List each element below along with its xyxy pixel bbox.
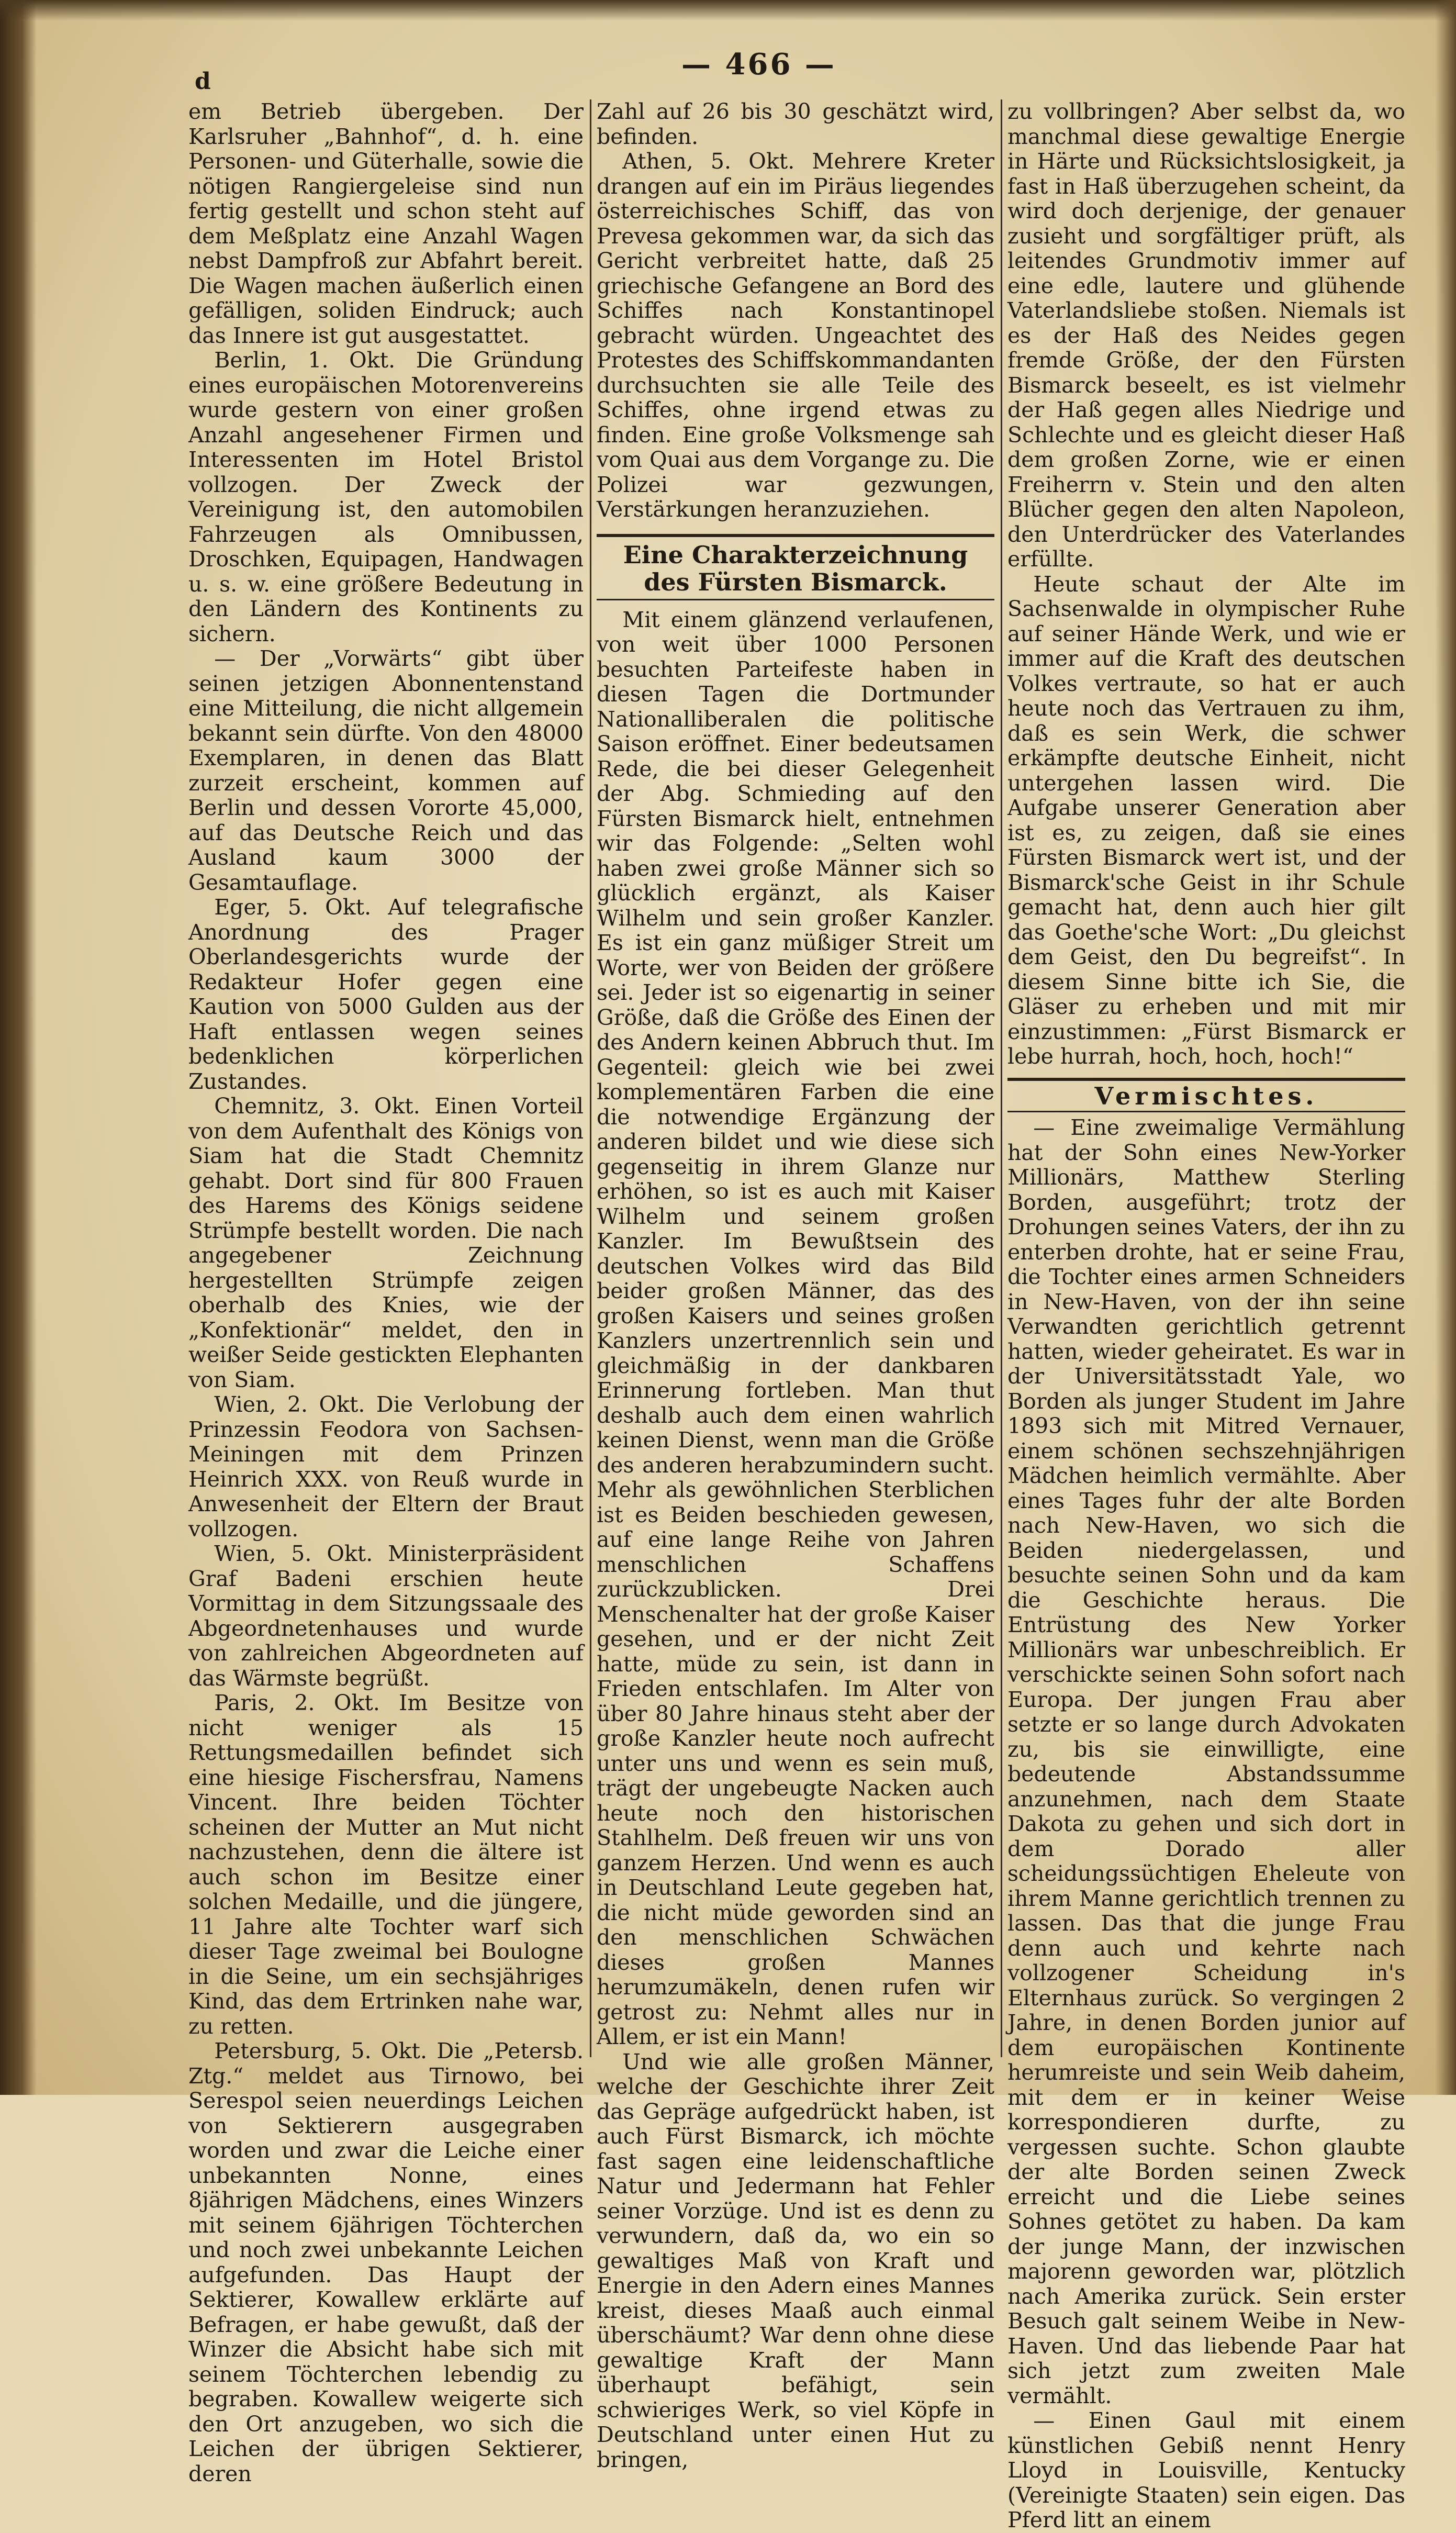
article-paragraph: Mit einem glänzend verlaufenen, von weit über 1000 Personen besuchten Parteifeste haben in diesen Tagen die Dortmunder Nationalliberalen die politische Saison eröffnet. Einer bedeutsamen Rede, die bei dieser Gelegenheit der Abg. Schmieding auf den Fürsten Bismarck hielt, entnehmen wir das Folgende: „Selten wohl haben zwei große Männer sich so glücklich ergänzt, als Kaiser Wilhelm und sein großer Kanzler. Es ist ein ganz müßiger Streit um Worte, wer von Beiden der größere sei. Jeder ist so eigenartig in seiner Größe, daß die Größe des Einen der des Andern keinen Abbruch thut. Im Gegenteil: gleich wie bei zwei komplementären Farben die eine die notwendige Ergänzung der anderen bildet und wie diese sich gegenseitig in ihrem Glanze nur erhöhen, so ist es auch mit Kaiser Wilhelm und seinem großen Kanzler. Im Bewußtsein des deutschen Volkes wird das Bild beider großen Männer, das des großen Kaisers und seines großen Kanzlers unzertrennlich sein und gleichmäßig in der dankbaren Erinnerung fortleben. Man thut deshalb auch dem einen wahrlich keinen Dienst, wenn man die Größe des anderen herabzumindern sucht. Mehr als gewöhnlichen Sterblichen ist es Beiden beschieden gewesen, auf eine lange Reihe von Jahren menschlichen Schaffens zurückzublicken. Drei Menschenalter hat der große Kaiser gesehen, und er der nicht Zeit hatte, müde zu sein, ist dann in Frieden entschlafen. Im Alter von über 80 Jahre hinaus steht aber der große Kanzler heute noch aufrecht unter uns und wenn es sein muß, trägt der ungebeugte Nacken auch heute noch den historischen Stahlhelm. Deß freuen wir uns von ganzem Herzen. Und wenn es auch in Deutschland Leute gegeben hat, die nicht müde geworden sind an den menschlichen Schwächen dieses großen Mannes herumzumäkeln, denen rufen wir getrost zu: Nehmt alles nur in Allem, er ist ein Mann! — [597, 607, 994, 2049]
page-number: — 466 — — [681, 47, 836, 82]
article-paragraph: Zahl auf 26 bis 30 geschätzt wird, befinden. — [597, 99, 994, 149]
article-paragraph: Chemnitz, 3. Okt. Einen Vorteil von dem Aufenthalt des Königs von Siam hat die Stadt Chemnitz gehabt. Dort sind für 800 Frauen des Harems des Königs seidene Strümpfe bestellt worden. Die nach angegebener Zeichnung hergestellten Strümpfe zeigen oberhalb des Knies, wie der „Konfektionär“ meldet, den in weißer Seide gestickten Elephanten von Siam. — [188, 1093, 584, 1392]
article-paragraph: Eger, 5. Okt. Auf telegrafische Anordnung des Prager Oberlandesgerichts wurde der Redakteur Hofer gegen eine Kaution von 5000 Gulden aus der Haft entlassen wegen seines bedenklichen körperlichen Zustandes. — [188, 895, 584, 1094]
article-paragraph: Wien, 2. Okt. Die Verlobung der Prinzessin Feodora von Sachsen-Meiningen mit dem Prinzen Heinrich XXX. von Reuß wurde in Anwesenheit der Eltern der Braut vollzogen. — [188, 1392, 584, 1542]
column-left — [188, 99, 584, 2486]
article-paragraph: Paris, 2. Okt. Im Besitze von nicht weniger als 15 Rettungsmedaillen befindet sich eine hiesige Fischersfrau, Namens Vincent. Ihre beiden Töchter scheinen der Mutter an Mut nicht nachzustehen, denn die ältere ist auch schon im Besitze einer solchen Medaille, und die jüngere, 11 Jahre alte Tochter warf sich dieser Tage zweimal bei Boulogne in die Seine, um ein sechsjähriges Kind, das dem Ertrinken nahe war, zu retten. — [188, 1690, 584, 2039]
article-paragraph: zu vollbringen? Aber selbst da, wo manchmal diese gewaltige Energie in Härte und Rücksichtslosigkeit, ja fast in Haß überzugehen scheint, da wird doch derjenige, der genauer zusieht und sorgfältiger prüft, als leitendes Grundmotiv immer auf eine edle, lautere und glühende Vaterlandsliebe stoßen. Niemals ist es der Haß des Neides gegen fremde Größe, der den Fürsten Bismarck beseelt, es ist vielmehr der Haß gegen alles Niedrige und Schlechte und es gleicht dieser Haß dem großen Zorne, wie er einen Freiherrn v. Stein und den alten Blücher gegen den alten Napoleon, den Unterdrücker des Vaterlandes erfüllte. — [1007, 99, 1405, 572]
column-right — [1007, 99, 1405, 2533]
article-paragraph: Wien, 5. Okt. Ministerpräsident Graf Badeni erschien heute Vormittag in dem Sitzungssaale des Abgeordnetenhauses und wurde von zahlreichen Abgeordneten auf das Wärmste begrüßt. — [188, 1541, 584, 1691]
article-heading: Eine Charakterzeichnung des Fürsten Bismarck. — [597, 534, 994, 600]
article-paragraph: — Einen Gaul mit einem künstlichen Gebiß nennt Henry Lloyd in Louisville, Kentucky (Vereinigte Staaten) sein eigen. Das Pferd litt an einem — [1007, 2408, 1405, 2532]
article-paragraph: Petersburg, 5. Okt. Die „Petersb. Ztg.“ meldet aus Tirnowo, bei Serespol seien neuerdings Leichen von Sektierern ausgegraben worden und zwar die Leiche einer unbekannten Nonne, eines 8jährigen Mädchens, eines Winzers mit seinem 6jährigen Töchterchen und noch zwei unbekannte Leichen aufgefunden. Das Haupt der Sektierer, Kowallew erklärte auf Befragen, er habe gewußt, daß der Winzer die Absicht habe sich mit seinem Töchterchen lebendig zu begraben. Kowallew weigerte sich den Ort anzugeben, wo sich die Leichen der übrigen Sektierer, deren — [188, 2038, 584, 2486]
article-paragraph: Athen, 5. Okt. Mehrere Kreter drangen auf ein im Piräus liegendes österreichisches Schiff, das von Prevesa gekommen war, da sich das Gericht verbreitet hatte, daß 25 griechische Gefangene an Bord des Schiffes nach Konstantinopel gebracht würden. Ungeachtet des Protestes des Schiffskommandanten durchsuchten sie alle Teile des Schiffes, ohne irgend etwas zu finden. Eine große Volksmenge sah vom Quai aus dem Vorgange zu. Die Polizei war gezwungen, Verstärkungen heranzuziehen. — [597, 149, 994, 522]
article-paragraph: — Eine zweimalige Vermählung hat der Sohn eines New-Yorker Millionärs, Matthew Sterling Borden, ausgeführt; trotz der Drohungen seines Vaters, der ihn zu enterben drohte, hat er seine Frau, die Tochter eines armen Schneiders in New-Haven, von der ihn seine Verwandten gerichtlich getrennt hatten, wieder geheiratet. Es war in der Universitätsstadt Yale, wo Borden als junger Student im Jahre 1893 sich mit Mitred Vernauer, einem schönen sechszehnjährigen Mädchen heimlich vermählte. Aber eines Tages fuhr der alte Borden nach New-Haven, wo sich die Beiden niedergelassen, und besuchte seinen Sohn und da kam die Geschichte heraus. Die Entrüstung des New Yorker Millionärs war unbeschreiblich. Er verschickte seinen Sohn sofort nach Europa. Der jungen Frau aber setzte er so lange durch Advokaten zu, bis sie einwilligte, eine bedeutende Abstandssumme anzunehmen, nach dem Staate Dakota zu gehen und sich dort in dem Dorado aller scheidungssüchtigen Eheleute von ihrem Manne gerichtlich trennen zu lassen. Das that die junge Frau denn auch und kehrte nach vollzogener Scheidung in's Elternhaus zurück. So vergingen 2 Jahre, in denen Borden junior auf dem europäischen Kontinente herumreiste und sein Weib daheim, mit dem er in keiner Weise korrespondieren durfte, zu vergessen suchte. Schon glaubte der alte Borden seinen Zweck erreicht und die Liebe seines Sohnes getötet zu haben. Da kam der junge Mann, der inzwischen majorenn geworden war, plötzlich nach Amerika zurück. Sein erster Besuch galt seinem Weibe in New-Haven. Und das liebende Paar hat sich jetzt zum zweiten Male vermählt. — [1007, 1115, 1405, 2408]
signature-mark: d — [195, 68, 211, 95]
article-paragraph: Berlin, 1. Okt. Die Gründung eines europäischen Motorenvereins wurde gestern von einer großen Anzahl angesehener Firmen und Interessenten im Hotel Bristol vollzogen. Der Zweck der Vereinigung ist, den automobilen Fahrzeugen als Omnibussen, Droschken, Equipagen, Handwagen u. s. w. eine größere Bedeutung in den Ländern des Kontinents zu sichern. — [188, 348, 584, 646]
section-heading: Vermischtes. — [1007, 1078, 1405, 1113]
article-paragraph: Und wie alle großen Männer, welche der Geschichte ihrer Zeit das Gepräge aufgedrückt haben, ist auch Fürst Bismarck, ich möchte fast sagen eine leidenschaftliche Natur und Jedermann hat Fehler seiner Vorzüge. Und ist es denn zu verwundern, daß da, wo ein so gewaltiges Maß von Kraft und Energie in den Adern eines Mannes kreist, dieses Maaß auch einmal überschäumt? War denn ohne diese gewaltige Kraft der Mann überhaupt befähigt, sein schwieriges Werk, so viel Köpfe in Deutschland unter einen Hut zu bringen, — [597, 2049, 994, 2472]
column-rule-right — [1001, 99, 1002, 2057]
book-binding-shadow — [0, 0, 37, 2095]
column-middle — [597, 99, 994, 2472]
article-paragraph: Heute schaut der Alte im Sachsenwalde in olympischer Ruhe auf seiner Hände Werk, und wie er immer auf die Kraft des deutschen Volkes vertraute, so hat er auch heute noch das Vertrauen zu ihm, daß es sein Werk, die schwer erkämpfte deutsche Einheit, nicht untergehen lassen wird. Die Aufgabe unserer Generation aber ist es, zu zeigen, daß sie eines Fürsten Bismarck wert ist, und der Bismarck'sche Geist in ihr Schule gemacht hat, denn auch hier gilt das Goethe'sche Wort: „Du gleichst dem Geist, den Du begreifst“. In diesem Sinne bitte ich Sie, die Gläser zu erheben und mit mir einzustimmen: „Fürst Bismarck er lebe hurrah, hoch, hoch, hoch!“ — [1007, 571, 1405, 1069]
column-rule-left — [590, 99, 591, 2057]
article-paragraph: — Der „Vorwärts“ gibt über seinen jetzigen Abonnentenstand eine Mitteilung, die nicht allgemein bekannt sein dürfte. Von den 48000 Exemplaren, in denen das Blatt zurzeit erscheint, kommen auf Berlin und dessen Vororte 45,000, auf das Deutsche Reich und das Ausland kaum 3000 der Gesamtauflage. — [188, 646, 584, 895]
article-paragraph: em Betrieb übergeben. Der Karlsruher „Bahnhof“, d. h. eine Personen- und Güterhalle, sowie die nötigen Rangiergeleise sind nun fertig gestellt und schon steht auf dem Meßplatz eine Anzahl Wagen nebst Dampfroß zur Abfahrt bereit. Die Wagen machen äußerlich einen gefälligen, soliden Eindruck; auch das Innere ist gut ausgestattet. — [188, 99, 584, 348]
top-edge-shadow — [0, 0, 1456, 21]
right-edge-shadow — [1435, 0, 1456, 2095]
